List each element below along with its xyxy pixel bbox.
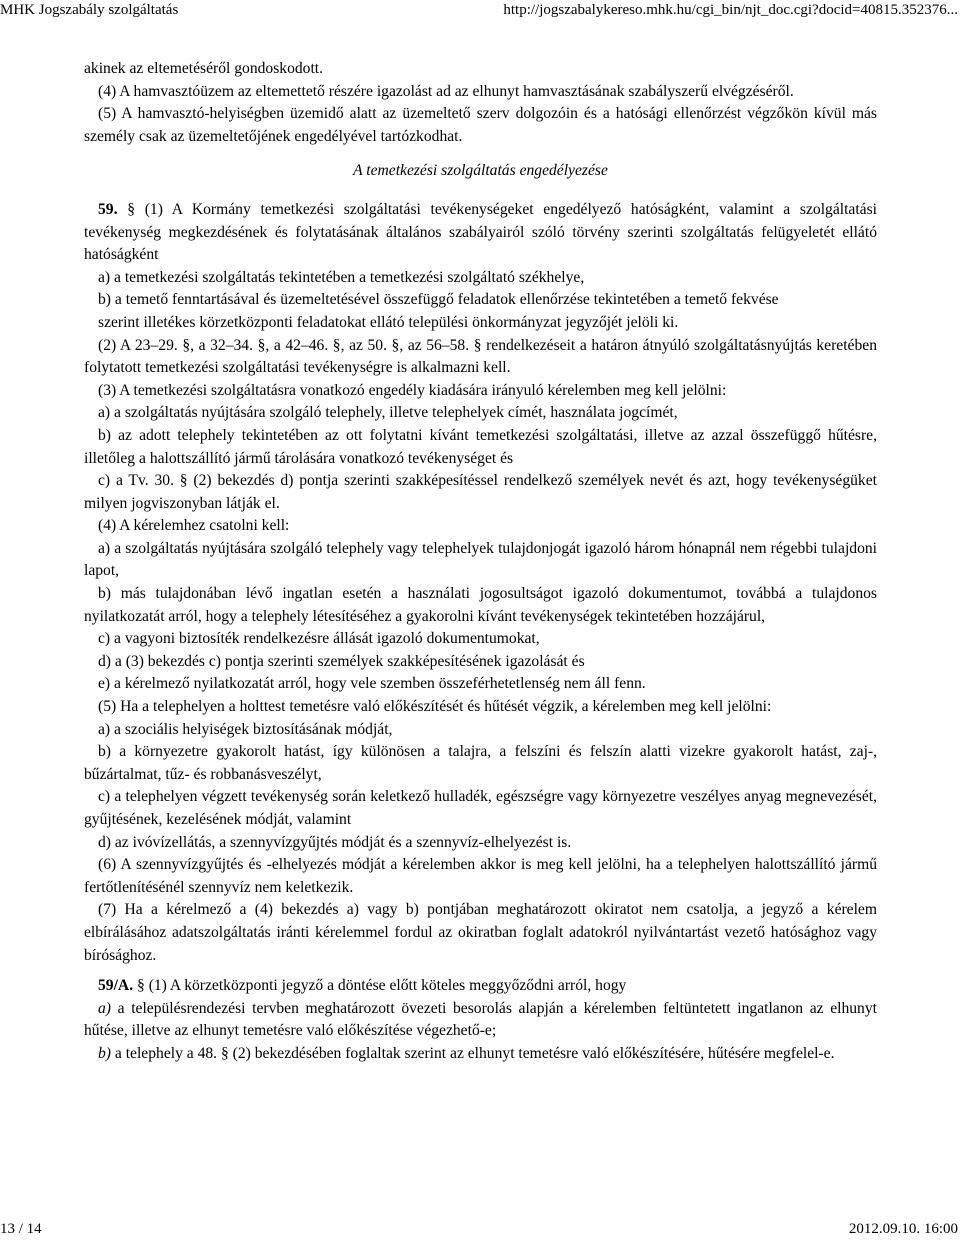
header-url: http://jogszabalykereso.mhk.hu/cgi_bin/njt_doc.cgi?docid=40815.352376... [503,2,958,18]
paragraph: (4) A hamvasztóüzem az eltemettető részére igazolást ad az elhunyt hamvasztásának szabályszerű elvégzéséről. [98,82,794,100]
list-item: a) a temetkezési szolgáltatás tekintetében a temetkezési szolgáltató székhelye, [98,268,585,286]
list-item: d) a (3) bekezdés c) pontja szerinti személyek szakképesítésének igazolását és [98,652,585,670]
paragraph: (5) Ha a telephelyen a holttest temetésre való előkészítését és hűtését végzik, a kérelemben meg kell jelölni: [98,698,772,716]
paragraph: (6) A szennyvízgyűjtés és -elhelyezés módját a kérelemben akkor is meg kell jelölni, ha a telephelyen halottszállító jármű fertőtlenítésénél szennyvíz nem keletkezik. [84,856,877,896]
section-title: A temetkezési szolgáltatás engedélyezése [353,162,608,180]
page-number: 13 / 14 [0,1221,42,1237]
list-item: d) az ivóvízellátás, a szennyvízgyűjtés módját és a szennyvíz-elhelyezést is. [98,833,572,851]
list-item: a) a szociális helyiségek biztosításának módját, [98,720,393,738]
list-item: b) a temető fenntartásával és üzemeltetésével összefüggő feladatok ellenőrzése tekintetében a temető fekvése [98,291,779,309]
list-item: a) a szolgáltatás nyújtására szolgáló telephely, illetve telephelyek címét, használata jogcímét, [98,404,678,422]
paragraph: (4) A kérelemhez csatolni kell: [98,517,290,535]
paragraph: (3) A temetkezési szolgáltatásra vonatkozó engedély kiadására irányuló kérelemben meg kell jelölni: [98,381,727,399]
header-source-title: MHK Jogszabály szolgáltatás [0,2,179,18]
section-59-paragraph-1: 59. § (1) A Kormány temetkezési szolgáltatási tevékenységeket engedélyező hatóságként, valamint a szolgáltatási tevékenység megkezdésének és folytatásának általános szabályairól szóló törvény szerinti szolgáltatás felügyeletét ellátó hatóságként [84,200,877,264]
list-item: e) a kérelmező nyilatkozatát arról, hogy vele szemben összeférhetetlenség nem áll fenn. [98,675,646,693]
list-marker: a) [98,999,111,1017]
list-item: c) a telephelyen végzett tevékenység során keletkező hulladék, egészségre vagy környezetre veszélyes anyag megnevezését, gyűjtésének, kezelésének módját, valamint [84,788,877,828]
paragraph: (5) A hamvasztó-helyiségben üzemidő alatt az üzemeltető szerv dolgozóin és a hatósági ellenőrzést végzőkön kívül más személy csak az üzemeltetőjének engedélyével tartózkodhat. [84,105,877,145]
section-59a-paragraph-1: 59/A. § (1) A körzetközponti jegyző a döntése előtt köteles meggyőződni arról, hogy [98,977,627,995]
paragraph: (2) A 23–29. §, a 32–34. §, a 42–46. §, az 50. §, az 56–58. § rendelkezéseit a határon átnyúló szolgáltatásnyújtás keretében folytatott temetkezési szolgáltatási tevékenységre is alkalmazni kell. [84,336,877,377]
list-item: b) a telephely a 48. § (2) bekezdésében foglaltak szerint az elhunyt temetésre való előkészítésére, hűtésére megfelel-e. [98,1044,835,1062]
list-item: a) a településrendezési tervben meghatározott övezeti besorolás alapján a kérelemben feltüntetett ingatlanon az elhunyt hűtése, illetve az elhunyt temetésre való előkészítése végezhető-e; [84,999,877,1040]
list-item: c) a Tv. 30. § (2) bekezdés d) pontja szerinti szakképesítéssel rendelkező személyek nevét és azt, hogy tevékenységüket milyen jogviszonyban látják el. [84,472,877,512]
paragraph: akinek az eltemetéséről gondoskodott. [84,60,324,77]
document-body [84,58,877,1066]
list-item: b) más tulajdonában lévő ingatlan esetén a használati jogosultságot igazoló dokumentumot, továbbá a tulajdonos nyilatkozatát arról, hogy a telephely létesítéséhez a gyakorolni kívánt tevékenységek tekintetében hozzájárul, [84,585,877,625]
paragraph: szerint illetékes körzetközponti feladatokat ellátó települési önkormányzat jegyzőjét jelöli ki. [98,313,679,331]
list-item: b) az adott telephely tekintetében az ott folytatni kívánt temetkezési szolgáltatási, illetve az azzal összefüggő hűtésre, illetőleg a halottszállító jármű tárolására vonatkozó tevékenységet és [84,426,877,467]
list-item: a) a szolgáltatás nyújtására szolgáló telephely vagy telephelyek tulajdonjogát igazoló három hónapnál nem régebbi tulajdoni lapot, [84,539,877,580]
paragraph: (7) Ha a kérelmező a (4) bekezdés a) vagy b) pontjában meghatározott okiratot nem csatolja, a jegyző a kérelem elbírálásához adatszolgáltatás iránti kérelemmel fordul az okiratban foglalt adatokról nyilvántartást vezető hatósághoz vagy bírósághoz. [84,901,877,964]
section-number: 59/A. [98,977,134,995]
list-item: c) a vagyoni biztosíték rendelkezésre állását igazoló dokumentumokat, [98,630,540,648]
list-marker: b) [98,1044,111,1062]
section-number: 59. [98,200,118,218]
print-datetime: 2012.09.10. 16:00 [848,1221,958,1237]
list-item: b) a környezetre gyakorolt hatást, így különösen a talajra, a felszíni és felszín alatti vizekre gyakorolt hatást, zaj-, bűzártalmat, tűz- és robbanásveszélyt, [84,743,877,783]
